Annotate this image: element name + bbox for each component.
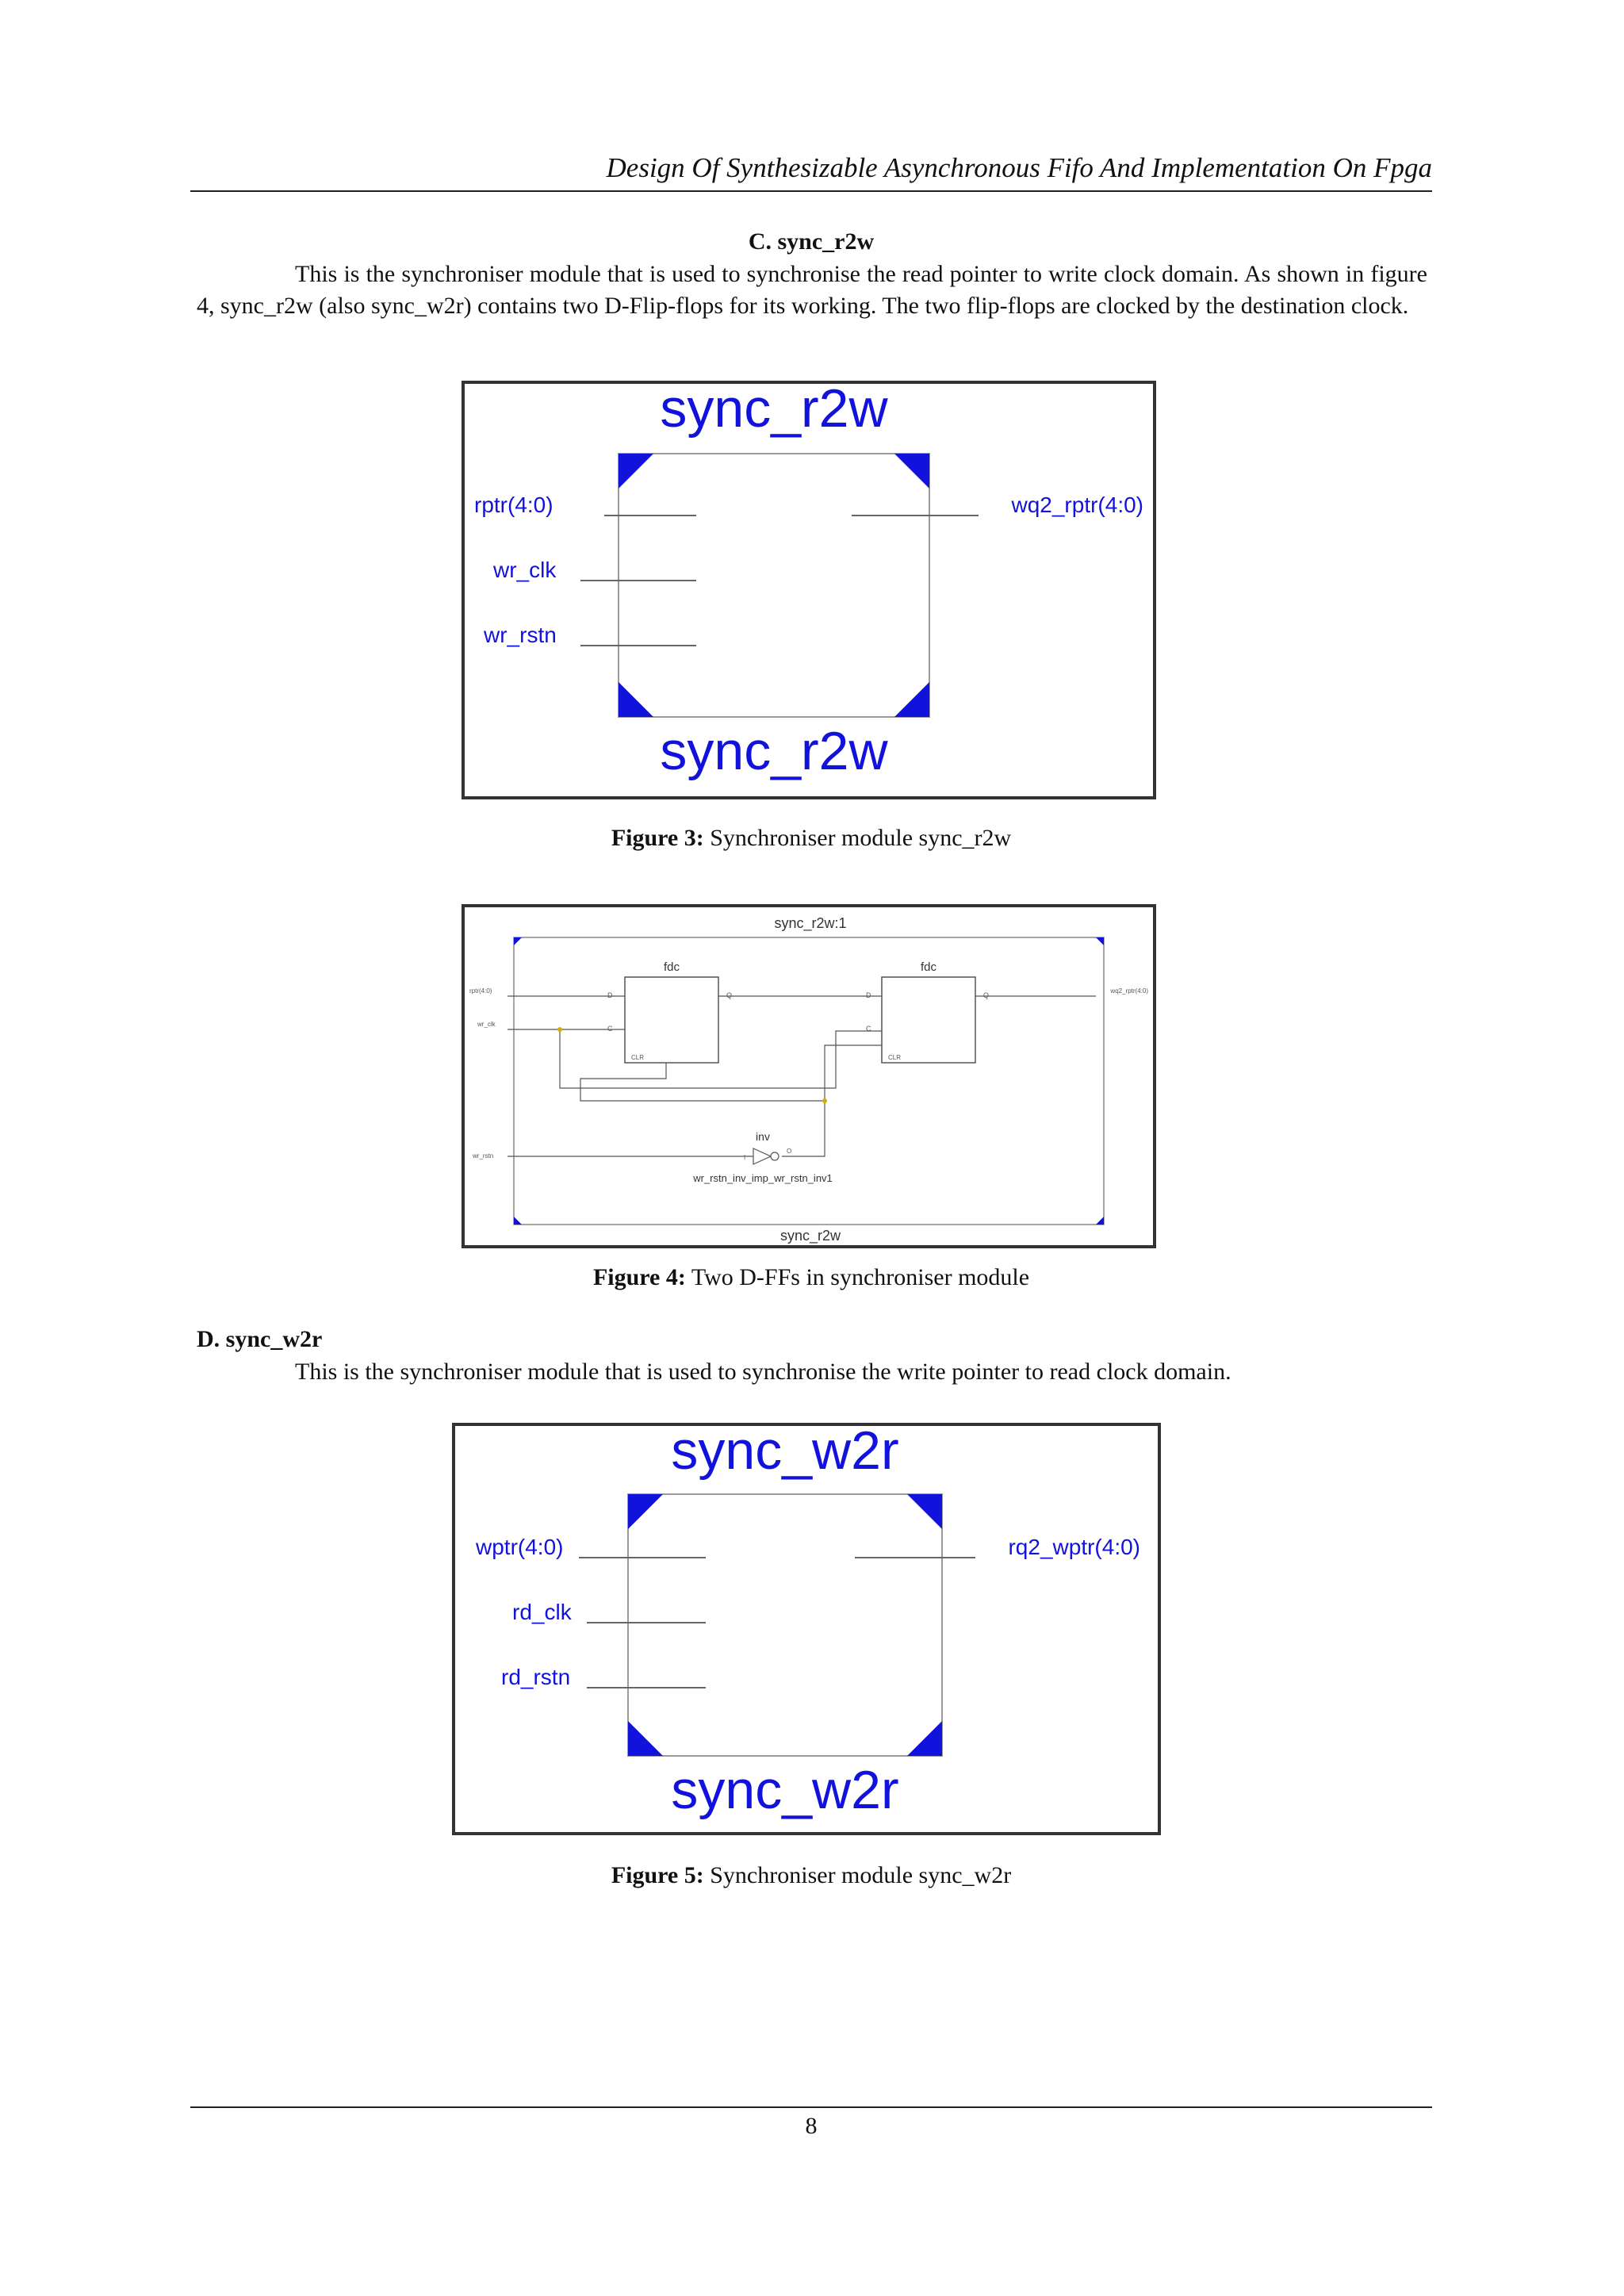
figure-4-ff2-label: fdc (920, 960, 937, 974)
figure-4-ff2-pin-c: C (866, 1025, 871, 1033)
figure-4-inv-instance: wr_rstn_inv_imp_wr_rstn_inv1 (693, 1172, 833, 1184)
figure-4-port-rptr: rptr(4:0) (469, 987, 492, 995)
figure-4-diagram (462, 904, 1156, 1248)
figure-4-frame (463, 906, 1155, 1247)
figure-4-caption-text: Two D-FFs in synchroniser module (691, 1264, 1030, 1290)
figure-4-inv-label: inv (756, 1130, 770, 1143)
figure-4-inv-pin-i: I (744, 1154, 746, 1161)
figure-4-inverter-bubble (771, 1152, 779, 1160)
figure-5-caption-label: Figure 5: (611, 1862, 704, 1888)
section-d-heading: D. sync_w2r (197, 1326, 323, 1352)
figure-5-input-rd-rstn: rd_rstn (501, 1665, 571, 1689)
figure-4-port-wr-clk: wr_clk (477, 1021, 496, 1028)
figure-3-caption (190, 825, 1432, 852)
figure-4-ff1-pin-d: D (607, 991, 613, 999)
figure-4-instance-title: sync_r2w:1 (774, 915, 847, 931)
figure-4-ff1-box (625, 977, 718, 1063)
figure-5-diagram (452, 1423, 1161, 1835)
figure-4-ff1-pin-c: C (607, 1025, 613, 1033)
figure-3-input-rptr: rptr(4:0) (474, 493, 553, 517)
figure-4-ff1-pin-q: Q (726, 991, 733, 999)
footer-rule (190, 2106, 1432, 2108)
figure-4-net-dot-clr (822, 1098, 827, 1103)
section-c-text: This is the synchroniser module that is used to synchronise the read pointer to write clock domain. As shown in figure 4, sync_r2w (also sync_w2r) contains two D-Flip-flops for its working. The two flip-flops are clocked by the destination clock. (197, 261, 1427, 319)
figure-5-module-title-top: sync_w2r (671, 1423, 899, 1481)
figure-3-caption-label: Figure 3: (611, 825, 704, 851)
section-d-text: This is the synchroniser module that is used to synchronise the write pointer to read clock domain. (295, 1359, 1231, 1385)
section-c-heading: C. sync_r2w (748, 228, 875, 255)
figure-4-caption (190, 1264, 1432, 1291)
figure-4-ff1-label: fdc (663, 960, 680, 974)
figure-3-diagram (462, 381, 1156, 799)
header-rule (190, 190, 1432, 192)
running-header: Design Of Synthesizable Asynchronous Fifo And Implementation On Fpga (606, 152, 1432, 183)
figure-5-output: rq2_wptr(4:0) (1008, 1535, 1140, 1559)
figure-4-net-dot-clk (557, 1027, 562, 1032)
figure-3-module-title-bottom: sync_r2w (660, 721, 888, 781)
section-d-paragraph (197, 1356, 1427, 1388)
figure-4-ff2-box (882, 977, 975, 1063)
figure-3-module-title-top: sync_r2w (660, 381, 888, 439)
figure-3-input-wr-rstn: wr_rstn (484, 623, 557, 647)
figure-4-inv-pin-o: O (787, 1148, 792, 1155)
figure-4-bottom-label: sync_r2w (779, 1228, 841, 1244)
figure-3-caption-text: Synchroniser module sync_r2w (710, 825, 1012, 851)
figure-4-ff2-pin-d: D (866, 991, 871, 999)
figure-4-ff1-pin-clr: CLR (631, 1054, 645, 1061)
figure-4-port-wr-rstn: wr_rstn (473, 1152, 494, 1159)
figure-3-output: wq2_rptr(4:0) (1011, 493, 1143, 517)
section-c-paragraph (197, 259, 1427, 322)
figure-3-input-wr-clk: wr_clk (493, 558, 557, 582)
figure-4-port-wq2: wq2_rptr(4:0) (1110, 987, 1148, 995)
figure-5-input-rd-clk: rd_clk (512, 1600, 572, 1624)
figure-4-caption-label: Figure 4: (592, 1264, 686, 1290)
page-number: 8 (805, 2113, 818, 2139)
figure-5-input-wptr: wptr(4:0) (476, 1535, 564, 1559)
figure-4-ff2-pin-clr: CLR (888, 1054, 902, 1061)
figure-5-caption (190, 1862, 1432, 1889)
figure-5-caption-text: Synchroniser module sync_w2r (710, 1862, 1012, 1888)
figure-4-ff2-pin-q: Q (983, 991, 990, 999)
figure-5-module-title-bottom: sync_w2r (671, 1760, 899, 1820)
